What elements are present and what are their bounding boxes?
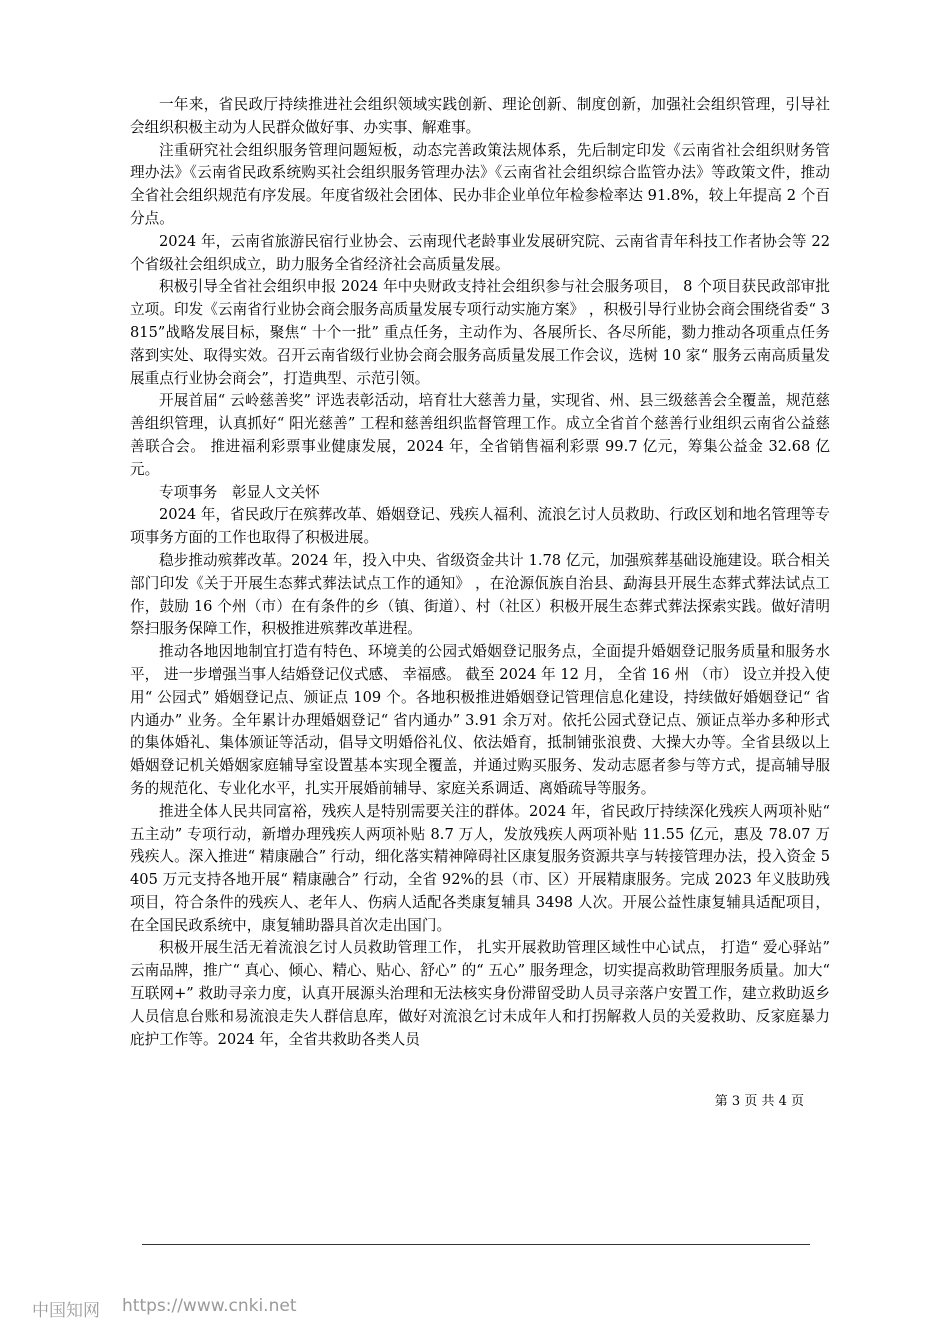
paragraph: 2024 年，省民政厅在殡葬改革、婚姻登记、残疾人福利、流浪乞讨人员救助、行政区划和地名管理等专项事务方面的工作也取得了积极进展。 <box>130 506 830 547</box>
paragraph: 一年来，省民政厅持续推进社会组织领域实践创新、理论创新、制度创新，加强社会组织管理，引导社会组织积极主动为人民群众做好事、办实事、解难事。 <box>130 96 830 136</box>
paragraph: 积极引导全省社会组织申报 2024 年中央财政支持社会组织参与社会服务项目， 8 个项目获民政部审批立项。印发《云南省行业协会商会服务高质量发展专项行动实施方案》 ，积极引导行业协会商会围绕省委“ 3815”战略发展目标，聚焦“ 十个一批” 重点任务，主动作为、各展所长、各尽所能，勠力推动各项重点任务落到实处、取得实效。召开云南省级行业协会商会服务高质量发展工作会议，选树 10 家“ 服务云南高质量发展重点行业协会商会”，打造典型、示范引领。 <box>130 278 830 387</box>
page-number: 第 3 页 共 4 页 <box>714 1094 804 1109</box>
watermark-url: https://www.cnki.net <box>122 1296 297 1316</box>
document-body <box>130 94 830 1051</box>
section-heading: 专项事务 彰显人文关怀 <box>159 483 320 501</box>
paragraph: 注重研究社会组织服务管理问题短板，动态完善政策法规体系，先后制定印发《云南省社会组织财务管理办法》《云南省民政系统购买社会组织服务管理办法》《云南省社会组织综合监管办法》等政策文件，推动全省社会组织规范有序发展。年度省级社会团体、民办非企业单位年检参检率达 91.8%，较上年提高 2 个百分点。 <box>130 141 830 227</box>
paragraph: 开展首届“ 云岭慈善奖” 评选表彰活动，培育壮大慈善力量，实现省、州、县三级慈善会全覆盖，规范慈善组织管理，认真抓好“ 阳光慈善” 工程和慈善组织监督管理工作。成立全省首个慈善行业组织云南省公益慈善联合会。 推进福利彩票事业健康发展，2024 年，全省销售福利彩票 99.7 亿元，筹集公益金 32.68 亿元。 <box>130 392 830 478</box>
cnki-watermark <box>32 1296 296 1321</box>
paragraph: 积极开展生活无着流浪乞讨人员救助管理工作， 扎实开展救助管理区域性中心试点， 打造“ 爱心驿站” 云南品牌，推广“ 真心、倾心、精心、贴心、舒心” 的“ 五心” 服务理念，切实提高救助管理服务质量。加大“ 互联网+” 救助寻亲力度，认真开展源头治理和无法核实身份滞留受助人员寻亲落户安置工作，建立救助返乡人员信息台账和易流浪走失人群信息库，做好对流浪乞讨未成年人和打拐解救人员的关爱救助、反家庭暴力庇护工作等。2024 年，全省共救助各类人员 <box>130 939 830 1048</box>
paragraph: 2024 年，云南省旅游民宿行业协会、云南现代老龄事业发展研究院、云南省青年科技工作者协会等 22 个省级社会组织成立，助力服务全省经济社会高质量发展。 <box>130 232 830 273</box>
paragraph: 稳步推动殡葬改革。2024 年，投入中央、省级资金共计 1.78 亿元，加强殡葬基础设施建设。联合相关部门印发《关于开展生态葬式葬法试点工作的通知》 ，在沧源佤族自治县、勐海县开展生态葬式葬法试点工作，鼓励 16 个州（市）在有条件的乡（镇、街道）、村（社区）积极开展生态葬式葬法探索实践。做好清明祭扫服务保障工作，积极推进殡葬改革进程。 <box>130 551 830 638</box>
page-footer <box>715 1090 804 1109</box>
paragraph: 推动各地因地制宜打造有特色、环境美的公园式婚姻登记服务点，全面提升婚姻登记服务质量和服务水平， 进一步增强当事人结婚登记仪式感、 幸福感。 截至 2024 年 12 月， 全省 16 州 （市） 设立并投入使用“ 公园式” 婚姻登记点、颁证点 109 个。各地积极推进婚姻登记管理信息化建设，持续做好婚姻登记“ 省内通办” 业务。全年累计办理婚姻登记“ 省内通办” 3.91 余万对。依托公园式登记点、颁证点举办多种形式的集体婚礼、集体颁证等活动，倡导文明婚俗礼仪、依法婚育，抵制铺张浪费、大操大办等。全省县级以上婚姻登记机关婚姻家庭辅导室设置基本实现全覆盖，并通过购买服务、发动志愿者参与等方式，提高辅导服务的规范化、专业化水平，扎实开展婚前辅导、家庭关系调适、离婚疏导等服务。 <box>130 643 830 797</box>
paragraph: 推进全体人民共同富裕，残疾人是特别需要关注的群体。2024 年，省民政厅持续深化残疾人两项补贴“ 五主动” 专项行动，新增办理残疾人两项补贴 8.7 万人，发放残疾人两项补贴 11.55 亿元，惠及 78.07 万残疾人。深入推进“ 精康融合” 行动，细化落实精神障碍社区康复服务资源共享与转接管理办法，投入资金 5405 万元支持各地开展“ 精康融合” 行动，全省 92%的县（市、区）开展精康服务。完成 2023 年义肢助残项目，符合条件的残疾人、老年人、伤病人适配各类康复辅具 3498 人次。开展公益性康复辅具适配项目，在全国民政系统中，康复辅助器具首次走出国门。 <box>130 802 830 934</box>
footer-divider <box>142 1244 810 1245</box>
watermark-brand: 中国知网 <box>32 1301 100 1321</box>
